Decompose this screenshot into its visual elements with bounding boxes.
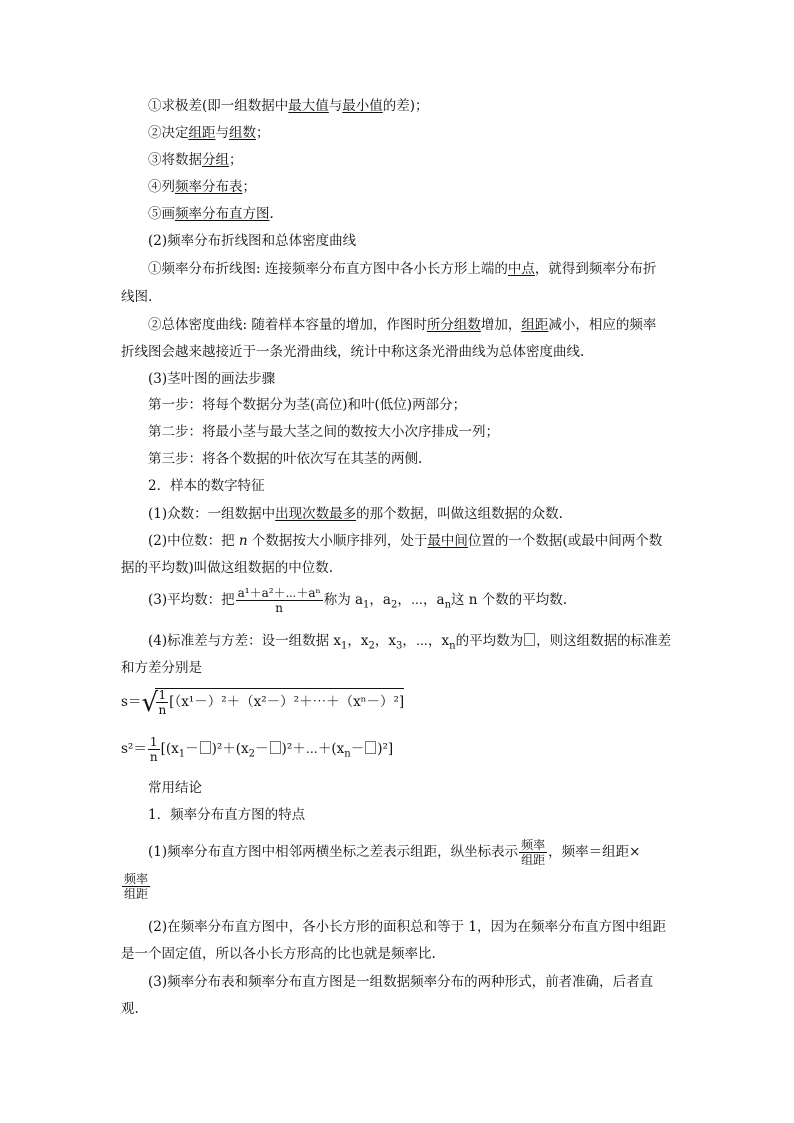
sqrt-sign: √ $\frac{1}{n}$ [（x¹－）²＋（x²－）²＋⋯＋（xⁿ－）²] — [141, 688, 405, 718]
step-interval: ②决定组距与组数； — [148, 125, 270, 141]
stemleaf-step-3: 第三步：将各个数据的叶依次写在其茎的两侧. — [148, 451, 423, 467]
mode-def: (1)众数：一组数据中出现次数最多的那个数据，叫做这组数据的众数. — [148, 506, 563, 522]
std-formula: s＝ √ $\frac{1}{n}$ [（x¹－）²＋（x²－）²＋⋯＋（xⁿ－）²] — [121, 688, 405, 718]
std-var-def: (4)标准差与方差：设一组数据 $x_1$，$x_2$，$x_3$，⋯，$x_n$的平均数为 ，则这组数据的标准差 — [148, 633, 672, 652]
histogram-feature-3-cont: 观. — [121, 1001, 139, 1017]
mean-placeholder-icon — [524, 633, 535, 646]
density-def: ②总体密度曲线: 随着样本容量的增加，作图时所分组数增加，组距减小，相应的频率 — [148, 317, 657, 333]
histogram-feature-2-cont: 是一个固定值，所以各小长方形高的比也就是频率比. — [121, 946, 436, 962]
median-def-cont: 据的平均数)叫做这组数据的中位数. — [121, 560, 334, 576]
histogram-feature-1-cont: $\frac{\text{频率}}{\text{组距}}$ — [124, 872, 149, 901]
stemleaf-step-2: 第二步：将最小茎与最大茎之间的数按大小次序排成一列； — [148, 424, 499, 440]
polyline-def: ①频率分布折线图: 连接频率分布直方图中各小长方形上端的中点，就得到频率分布折 — [148, 261, 657, 277]
mean-placeholder-icon — [200, 741, 211, 754]
heading-stemleaf: (3)茎叶图的画法步骤 — [148, 371, 276, 387]
mean-fraction: $\frac{\text{a¹＋a²＋⋯＋aⁿ}}{n}$ — [237, 586, 321, 615]
heading-polyline: (2)频率分布折线图和总体密度曲线 — [148, 233, 357, 249]
mean-placeholder-icon — [270, 741, 281, 754]
mean-placeholder-icon — [365, 741, 376, 754]
heading-common-conclusions: 常用结论 — [148, 780, 202, 796]
histogram-feature-3: (3)频率分布表和频率分布直方图是一组数据频率分布的两种形式，前者准确，后者直 — [148, 974, 654, 990]
step-histogram: ⑤画频率分布直方图. — [148, 206, 274, 222]
histogram-feature-1: (1)频率分布直方图中相邻两横坐标之差表示组距，纵坐标表示 $\frac{\text{频率}}{\text{组距}}$ ，频率＝组距× — [148, 838, 641, 867]
heading-histogram-features: 1．频率分布直方图的特点 — [148, 807, 306, 823]
step-group: ③将数据分组； — [148, 152, 243, 168]
step-range: ①求极差(即一组数据中最大值与最小值的差)； — [148, 98, 429, 114]
density-def-cont: 折线图会越来越接近于一条光滑曲线，统计中称这条光滑曲线为总体密度曲线. — [121, 344, 585, 360]
step-table: ④列频率分布表； — [148, 179, 256, 195]
median-def: (2)中位数：把 n 个数据按大小顺序排列，处于最中间位置的一个数据(或最中间两个数 — [148, 533, 663, 549]
histogram-feature-2: (2)在频率分布直方图中，各小长方形的面积总和等于 1，因为在频率分布直方图中组距 — [148, 919, 667, 935]
std-var-def-cont: 和方差分别是 — [121, 660, 202, 676]
heading-numeric-features: 2．样本的数字特征 — [148, 478, 265, 494]
polyline-def-cont: 线图. — [121, 289, 153, 305]
stemleaf-step-1: 第一步：将每个数据分为茎(高位)和叶(低位)两部分； — [148, 397, 467, 413]
variance-formula: s²＝ $\frac{1}{n}$ [$(x_1- )^2+(x_2-$ )$^2+\cdots+(x_n- )^2$] — [121, 735, 394, 764]
mean-def: (3)平均数：把 $\frac{\text{a¹＋a²＋⋯＋aⁿ}}{n}$ 称为 $a_1$，$a_2$，⋯，$a_n$这 n 个数的平均数. — [148, 586, 568, 615]
